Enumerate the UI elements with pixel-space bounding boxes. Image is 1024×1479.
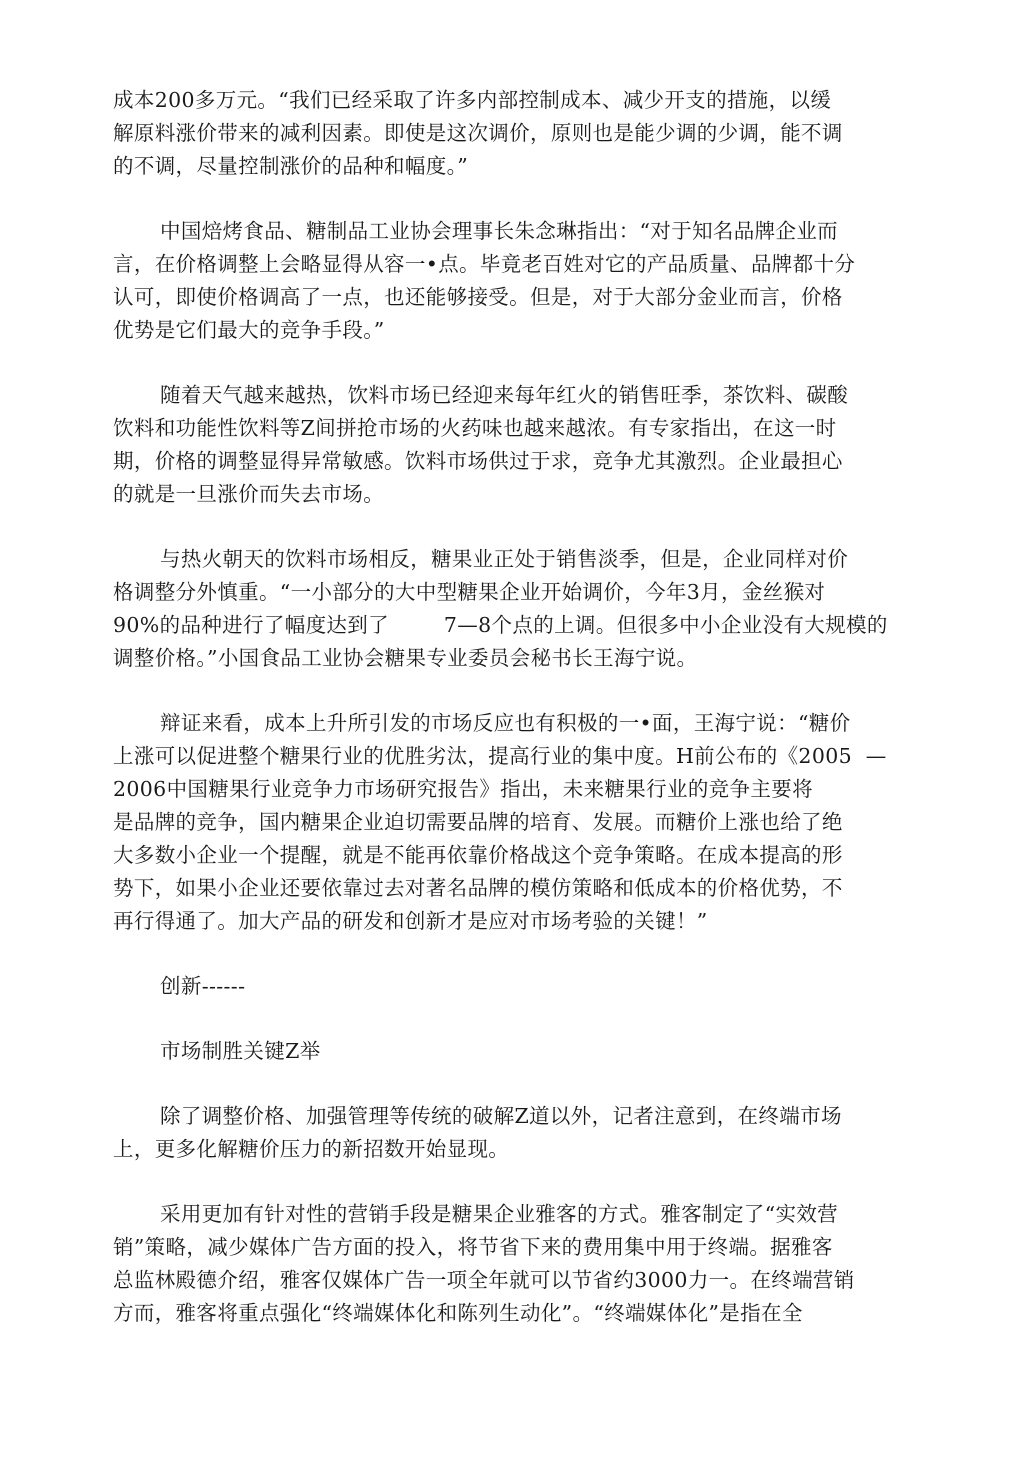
text-line: 除了调整价格、加强管理等传统的破解Z道以外，记者注意到，在终端市场 <box>160 1104 842 1128</box>
text-line: 中国焙烤食品、糖制品工业协会理事长朱念琳指出：“对于知名品牌企业而 <box>160 219 839 243</box>
text-line: 市场制胜关键Z举 <box>160 1039 321 1063</box>
paragraph <box>113 543 913 675</box>
paragraph <box>113 707 913 938</box>
text-line: 方而，雅客将重点强化“终端媒体化和陈列生动化”。“终端媒体化”是指在全 <box>113 1301 803 1325</box>
text-line: 解原料涨价带来的减利因素。即使是这次调价，原则也是能少调的少调，能不调 <box>113 121 843 145</box>
text-line: 2006中国糖果行业竞争力市场研究报告》指出，未来糖果行业的竞争主要将 <box>113 777 813 801</box>
paragraph <box>113 215 913 347</box>
text-line: 调整价格。”小国食品工业协会糖果专业委员会秘书长王海宁说。 <box>113 646 698 670</box>
text-line: 大多数小企业一个提醒，就是不能再依靠价格战这个竞争策略。在成本提高的形 <box>113 843 843 867</box>
text-line: 格调整分外慎重。“一小部分的大中型糖果企业开始调价，今年3月，金丝猴对 <box>113 580 826 604</box>
text-line: 90%的品种进行了幅度达到了 7—8个点的上调。但很多中小企业没有大规模的 <box>113 613 888 637</box>
text-line: 随着天气越来越热，饮料市场已经迎来每年红火的销售旺季，茶饮料、碳酸 <box>160 383 849 407</box>
text-line: 上涨可以促进整个糖果行业的优胜劣汰，提高行业的集中度。H前公布的《2005 — <box>113 744 887 768</box>
text-line: 言，在价格调整上会略显得从容一•点。毕竟老百姓对它的产品质量、品牌都十分 <box>113 252 856 276</box>
document-body <box>113 84 913 1330</box>
section-heading <box>113 970 913 1003</box>
text-line: 的就是一旦涨价而失去市场。 <box>113 482 385 506</box>
paragraph <box>113 1100 913 1166</box>
paragraph <box>113 379 913 511</box>
text-line: 销”策略，减少媒体广告方面的投入，将节省下来的费用集中用于终端。据雅客 <box>113 1235 833 1259</box>
paragraph <box>113 84 913 183</box>
text-line: 采用更加有针对性的营销手段是糖果企业雅客的方式。雅客制定了“实效营 <box>160 1202 839 1226</box>
text-line: 饮料和功能性饮料等Z间拼抢市场的火药味也越来越浓。有专家指出，在这一时 <box>113 416 837 440</box>
text-line: 再行得通了。加大产品的研发和创新才是应对市场考验的关键！” <box>113 909 708 933</box>
text-line: 辩证来看，成本上升所引发的市场反应也有积极的一•面，王海宁说：“糖价 <box>160 711 851 735</box>
text-line: 总监林殿德介绍，雅客仅媒体广告一项全年就可以节省约3000力一。在终端营销 <box>113 1268 855 1292</box>
text-line: 期，价格的调整显得异常敏感。饮料市场供过于求，竞争尤其激烈。企业最担心 <box>113 449 843 473</box>
text-line: 与热火朝天的饮料市场相反，糖果业正处于销售淡季，但是，企业同样对价 <box>160 547 849 571</box>
text-line: 是品牌的竞争，国内糖果企业迫切需要品牌的培育、发展。而糖价上涨也给了绝 <box>113 810 843 834</box>
paragraph <box>113 1198 913 1330</box>
text-line: 的不调，尽量控制涨价的品种和幅度。” <box>113 154 469 178</box>
section-subheading <box>113 1035 913 1068</box>
text-line: 势下，如果小企业还要依靠过去对著名品牌的模仿策略和低成本的价格优势，不 <box>113 876 843 900</box>
text-line: 认可，即使价格调高了一点，也还能够接受。但是，对于大部分金业而言，价格 <box>113 285 843 309</box>
text-line: 上，更多化解糖价压力的新招数开始显现。 <box>113 1137 510 1161</box>
text-line: 优势是它们最大的竞争手段。” <box>113 318 385 342</box>
text-line: 创新------ <box>160 974 246 998</box>
text-line: 成本200多万元。“我们已经采取了许多内部控制成本、减少开支的措施，以缓 <box>113 88 832 112</box>
